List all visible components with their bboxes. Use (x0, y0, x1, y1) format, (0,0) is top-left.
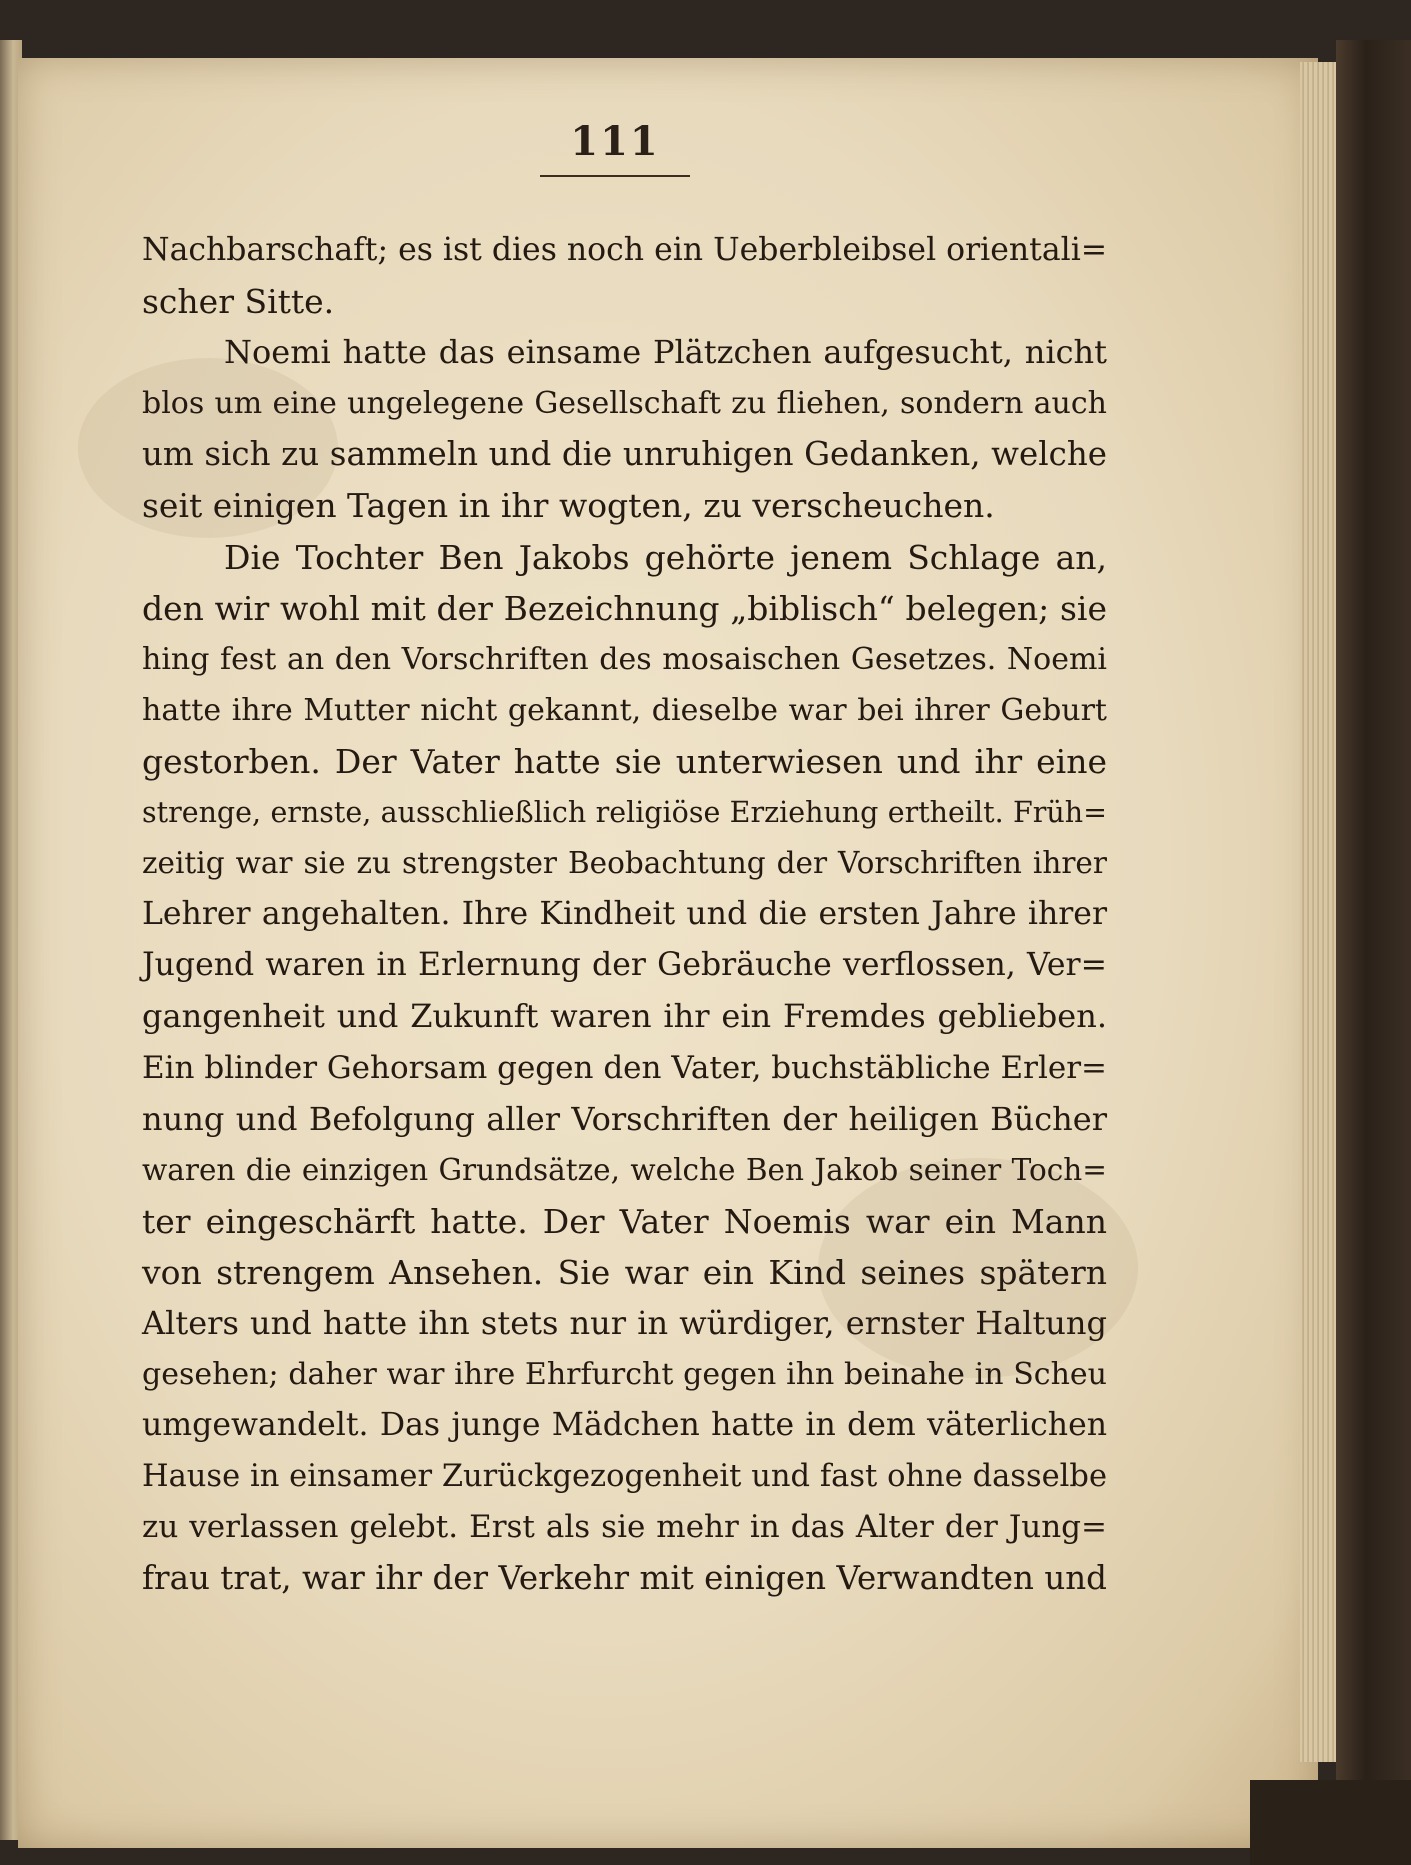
book-cover (1336, 40, 1411, 1865)
page-edges (1300, 62, 1336, 1762)
text-line: gesehen; daher war ihre Ehrfurcht gegen ihn beinahe in Scheu (142, 1357, 1107, 1393)
text-line: hatte ihre Mutter nicht gekannt, dieselbe war bei ihrer Geburt (142, 692, 1107, 728)
text-line: strenge, ernste, ausschließlich religiöse Erziehung ertheilt. Früh= (142, 796, 1107, 830)
text-line: blos um eine ungelegene Gesellschaft zu fliehen, sondern auch (142, 386, 1107, 422)
text-line: gangenheit und Zukunft waren ihr ein Fremdes geblieben. (142, 997, 1107, 1036)
text-line: umgewandelt. Das junge Mädchen hatte in dem väterlichen (142, 1407, 1107, 1444)
text-line: hing fest an den Vorschriften des mosaischen Gesetzes. Noemi (142, 641, 1107, 677)
book-cover-corner (1250, 1780, 1411, 1865)
text-line: Alters und hatte ihn stets nur in würdiger, ernster Haltung (142, 1303, 1107, 1342)
text-line: frau trat, war ihr der Verkehr mit einigen Verwandten und (142, 1559, 1107, 1598)
text-line: Jugend waren in Erlernung der Gebräuche verflossen, Ver= (142, 947, 1107, 984)
text-line: scher Sitte. (142, 282, 335, 322)
text-line: nung und Befolgung aller Vorschriften der heiligen Bücher (142, 1099, 1107, 1138)
text-line: waren die einzigen Grundsätze, welche Ben Jakob seiner Toch= (142, 1152, 1107, 1187)
body-text (142, 225, 1107, 1605)
text-line: Die Tochter Ben Jakobs gehörte jenem Schlage an, (224, 537, 1107, 577)
text-line: Hause in einsamer Zurückgezogenheit und fast ohne dasselbe (142, 1459, 1107, 1495)
text-line: Ein blinder Gehorsam gegen den Vater, buchstäbliche Erler= (142, 1049, 1107, 1086)
text-line: von strengem Ansehen. Sie war ein Kind seines spätern (142, 1252, 1107, 1292)
text-line: zu verlassen gelebt. Erst als sie mehr in das Alter der Jung= (142, 1509, 1107, 1546)
text-line: um sich zu sammeln und die unruhigen Gedanken, welche (142, 435, 1107, 474)
text-line: zeitig war sie zu strengster Beobachtung der Vorschriften ihrer (142, 846, 1107, 881)
text-line: ter eingeschärft hatte. Der Vater Noemis war ein Mann (142, 1201, 1107, 1241)
text-line: den wir wohl mit der Bezeichnung „biblisch“ belegen; sie (142, 588, 1107, 628)
text-line: seit einigen Tagen in ihr wogten, zu verscheuchen. (142, 486, 995, 526)
text-line: gestorben. Der Vater hatte sie unterwiesen und ihr eine (142, 741, 1107, 781)
text-line: Nachbarschaft; es ist dies noch ein Ueberbleibsel orientali= (142, 232, 1108, 268)
page-number: 111 (570, 118, 660, 165)
text-line: Lehrer angehalten. Ihre Kindheit und die ersten Jahre ihrer (142, 896, 1107, 933)
header-rule (540, 175, 690, 177)
text-line: Noemi hatte das einsame Plätzchen aufgesucht, nicht (224, 333, 1107, 372)
